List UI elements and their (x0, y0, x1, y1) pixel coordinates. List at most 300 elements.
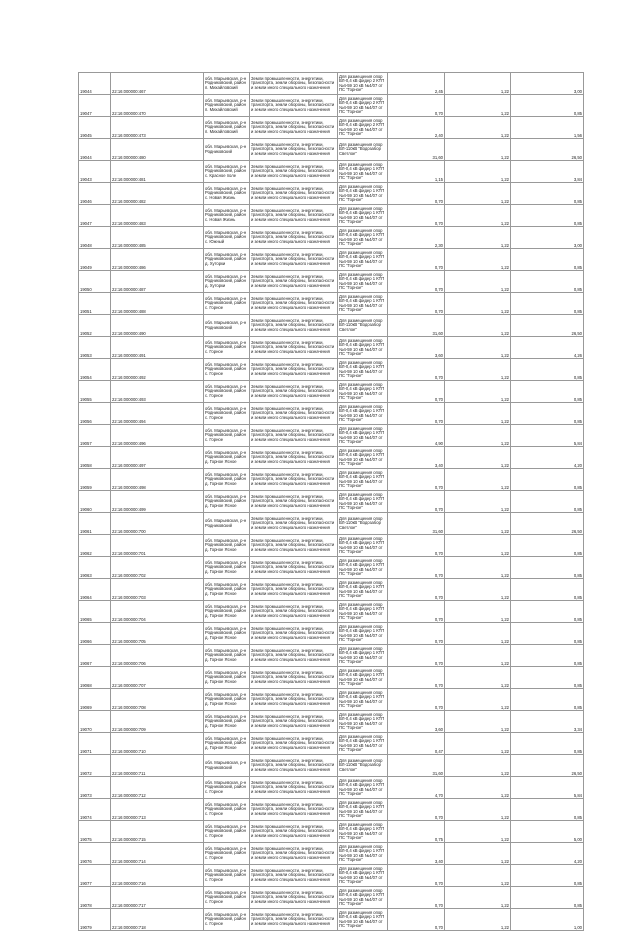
cadastral-number-cell: 22:16:000000:709 (111, 711, 204, 733)
area-cell: 2,45 (388, 73, 445, 95)
permitted-use-cell: Для размещения опор ВЛ-110кВ "Водозабор Светлое" (338, 315, 388, 337)
cadastral-number-cell: 22:16:000000:711 (111, 755, 204, 777)
row-id-cell: 19052 (79, 315, 111, 337)
row-id-cell: 19063 (79, 557, 111, 579)
row-id-cell: 19069 (79, 689, 111, 711)
cadastral-number-cell: 22:16:000000:716 (111, 865, 204, 887)
area-cell: 2,40 (388, 117, 445, 139)
address-cell: обл. Марьевская, р-н Родниковский, район д. Горное Ясное (204, 601, 250, 623)
address-cell: обл. Марьевская, р-н Родниковский, район с. Горное (204, 359, 250, 381)
table-row (79, 711, 584, 733)
area-cell: 0,70 (388, 799, 445, 821)
area-cell: 3,40 (388, 843, 445, 865)
cadastral-number-cell: 22:16:000000:493 (111, 381, 204, 403)
amount-cell: 26,50 (511, 315, 584, 337)
permitted-use-cell: Для размещения опор ВЛ-0,4 кВ фидер 1 КТП №4-59 10 кВ №4/07 от ПС "Горное" (338, 601, 388, 623)
amount-cell: 0,85 (511, 865, 584, 887)
amount-cell: 0,85 (511, 293, 584, 315)
address-cell: обл. Марьевская, р-н Родниковский, район с. Горное (204, 865, 250, 887)
address-cell: обл. Марьевская, р-н Родниковский, район с. Горное (204, 381, 250, 403)
table-row (79, 315, 584, 337)
rate-cell: 1,22 (445, 601, 511, 623)
amount-cell: 1,56 (511, 117, 584, 139)
area-cell: 3,60 (388, 337, 445, 359)
amount-cell: 26,50 (511, 513, 584, 535)
address-cell: обл. Марьевская, р-н Родниковский, район с. Горное (204, 293, 250, 315)
row-id-cell: 19045 (79, 117, 111, 139)
row-id-cell: 19074 (79, 799, 111, 821)
address-cell: обл. Марьевская, р-н Родниковский, район с. Южный (204, 227, 250, 249)
permitted-use-cell: Для размещения опор ВЛ-0,4 кВ фидер 1 КТП №4-59 10 кВ №4/07 от ПС "Горное" (338, 469, 388, 491)
area-cell: 0,70 (388, 469, 445, 491)
amount-cell: 4,20 (511, 447, 584, 469)
row-id-cell: 19046 (79, 183, 111, 205)
land-category-cell: Земли промышленности, энергетики, транспорта, земли обороны, безопасности и земли иного специального назначения (250, 469, 338, 491)
amount-cell: 5,00 (511, 821, 584, 843)
row-id-cell: 19072 (79, 755, 111, 777)
table-row (79, 381, 584, 403)
rate-cell: 1,22 (445, 315, 511, 337)
rate-cell: 1,22 (445, 337, 511, 359)
address-cell: обл. Марьевская, р-н Родниковский (204, 139, 250, 161)
land-plots-table (78, 72, 584, 931)
row-id-cell: 19068 (79, 667, 111, 689)
area-cell: 0,70 (388, 205, 445, 227)
address-cell: обл. Марьевская, р-н Родниковский, район д. Хуторки (204, 249, 250, 271)
land-category-cell: Земли промышленности, энергетики, транспорта, земли обороны, безопасности и земли иного специального назначения (250, 645, 338, 667)
land-category-cell: Земли промышленности, энергетики, транспорта, земли обороны, безопасности и земли иного специального назначения (250, 601, 338, 623)
table-row (79, 117, 584, 139)
address-cell: обл. Марьевская, р-н Родниковский, район п. Михайловский (204, 73, 250, 95)
table-row (79, 95, 584, 117)
cadastral-number-cell: 22:16:000000:703 (111, 579, 204, 601)
cadastral-number-cell: 22:16:000000:487 (111, 271, 204, 293)
rate-cell: 1,22 (445, 513, 511, 535)
row-id-cell: 19048 (79, 227, 111, 249)
row-id-cell: 19067 (79, 645, 111, 667)
amount-cell: 5,84 (511, 425, 584, 447)
area-cell: 31,60 (388, 513, 445, 535)
permitted-use-cell: Для размещения опор ВЛ-0,4 кВ фидер 1 КТП №4-59 10 кВ №4/07 от ПС "Горное" (338, 249, 388, 271)
table-row (79, 865, 584, 887)
amount-cell: 4,26 (511, 337, 584, 359)
land-category-cell: Земли промышленности, энергетики, транспорта, земли обороны, безопасности и земли иного специального назначения (250, 117, 338, 139)
row-id-cell: 19065 (79, 601, 111, 623)
land-category-cell: Земли промышленности, энергетики, транспорта, земли обороны, безопасности и земли иного специального назначения (250, 271, 338, 293)
cadastral-number-cell: 22:16:000000:470 (111, 95, 204, 117)
land-category-cell: Земли промышленности, энергетики, транспорта, земли обороны, безопасности и земли иного специального назначения (250, 249, 338, 271)
table-row (79, 909, 584, 931)
rate-cell: 1,22 (445, 579, 511, 601)
land-category-cell: Земли промышленности, энергетики, транспорта, земли обороны, безопасности и земли иного специального назначения (250, 337, 338, 359)
permitted-use-cell: Для размещения опор ВЛ-0,4 кВ фидер 1 КТП №4-59 10 кВ №4/07 от ПС "Горное" (338, 689, 388, 711)
land-category-cell: Земли промышленности, энергетики, транспорта, земли обороны, безопасности и земли иного специального назначения (250, 95, 338, 117)
address-cell: обл. Марьевская, р-н Родниковский, район с. Горное (204, 887, 250, 909)
amount-cell: 0,85 (511, 667, 584, 689)
area-cell: 31,60 (388, 315, 445, 337)
rate-cell: 1,22 (445, 821, 511, 843)
amount-cell: 3,84 (511, 161, 584, 183)
table-row (79, 139, 584, 161)
amount-cell: 0,85 (511, 183, 584, 205)
land-category-cell: Земли промышленности, энергетики, транспорта, земли обороны, безопасности и земли иного специального назначения (250, 381, 338, 403)
row-id-cell: 19044 (79, 139, 111, 161)
table-row (79, 689, 584, 711)
amount-cell: 0,85 (511, 381, 584, 403)
land-category-cell: Земли промышленности, энергетики, транспорта, земли обороны, безопасности и земли иного специального назначения (250, 711, 338, 733)
address-cell: обл. Марьевская, р-н Родниковский, район д. Горное Ясное (204, 645, 250, 667)
row-id-cell: 19060 (79, 491, 111, 513)
table-row (79, 579, 584, 601)
land-category-cell: Земли промышленности, энергетики, транспорта, земли обороны, безопасности и земли иного специального назначения (250, 667, 338, 689)
land-category-cell: Земли промышленности, энергетики, транспорта, земли обороны, безопасности и земли иного специального назначения (250, 293, 338, 315)
cadastral-number-cell: 22:16:000000:708 (111, 689, 204, 711)
cadastral-number-cell: 22:16:000000:700 (111, 513, 204, 535)
table-row (79, 359, 584, 381)
area-cell: 0,47 (388, 733, 445, 755)
rate-cell: 1,22 (445, 491, 511, 513)
area-cell: 0,70 (388, 689, 445, 711)
permitted-use-cell: Для размещения опор ВЛ-0,4 кВ фидер 1 КТП №4-59 10 кВ №4/07 от ПС "Горное" (338, 205, 388, 227)
rate-cell: 1,22 (445, 469, 511, 491)
table-row (79, 491, 584, 513)
land-category-cell: Земли промышленности, энергетики, транспорта, земли обороны, безопасности и земли иного специального назначения (250, 205, 338, 227)
table-row (79, 777, 584, 799)
permitted-use-cell: Для размещения опор ВЛ-0,4 кВ фидер 1 КТП №4-59 10 кВ №4/07 от ПС "Горное" (338, 865, 388, 887)
land-category-cell: Земли промышленности, энергетики, транспорта, земли обороны, безопасности и земли иного специального назначения (250, 843, 338, 865)
land-category-cell: Земли промышленности, энергетики, транспорта, земли обороны, безопасности и земли иного специального назначения (250, 447, 338, 469)
area-cell: 31,60 (388, 139, 445, 161)
row-id-cell: 19077 (79, 865, 111, 887)
permitted-use-cell: Для размещения опор ВЛ-0,4 кВ фидер 1 КТП №4-59 10 кВ №4/07 от ПС "Горное" (338, 381, 388, 403)
area-cell: 0,70 (388, 865, 445, 887)
land-category-cell: Земли промышленности, энергетики, транспорта, земли обороны, безопасности и земли иного специального назначения (250, 227, 338, 249)
permitted-use-cell: Для размещения опор ВЛ-0,4 кВ фидер 1 КТП №4-59 10 кВ №4/07 от ПС "Горное" (338, 293, 388, 315)
rate-cell: 1,22 (445, 909, 511, 931)
table-row (79, 73, 584, 95)
cadastral-number-cell: 22:16:000000:492 (111, 359, 204, 381)
permitted-use-cell: Для размещения опор ВЛ-0,4 кВ фидер 1 КТП №4-59 10 кВ №4/07 от ПС "Горное" (338, 425, 388, 447)
area-cell: 31,60 (388, 755, 445, 777)
cadastral-number-cell: 22:16:000000:481 (111, 161, 204, 183)
area-cell: 0,70 (388, 667, 445, 689)
cadastral-number-cell: 22:16:000000:705 (111, 623, 204, 645)
amount-cell: 1,00 (511, 909, 584, 931)
area-cell: 0,70 (388, 601, 445, 623)
land-category-cell: Земли промышленности, энергетики, транспорта, земли обороны, безопасности и земли иного специального назначения (250, 403, 338, 425)
address-cell: обл. Марьевская, р-н Родниковский, район д. Горное Ясное (204, 579, 250, 601)
rate-cell: 1,22 (445, 73, 511, 95)
permitted-use-cell: Для размещения опор ВЛ-0,4 кВ фидер 2 КТП №4-59 10 кВ №4/07 от ПС "Горное" (338, 95, 388, 117)
table-row (79, 645, 584, 667)
area-cell: 0,70 (388, 909, 445, 931)
permitted-use-cell: Для размещения опор ВЛ-0,4 кВ фидер 1 КТП №4-59 10 кВ №4/07 от ПС "Горное" (338, 447, 388, 469)
amount-cell: 3,00 (511, 73, 584, 95)
area-cell: 0,70 (388, 293, 445, 315)
area-cell: 0,70 (388, 271, 445, 293)
cadastral-number-cell: 22:16:000000:485 (111, 227, 204, 249)
table-row (79, 161, 584, 183)
rate-cell: 1,22 (445, 645, 511, 667)
land-category-cell: Земли промышленности, энергетики, транспорта, земли обороны, безопасности и земли иного специального назначения (250, 865, 338, 887)
amount-cell: 0,85 (511, 645, 584, 667)
permitted-use-cell: Для размещения опор ВЛ-0,4 кВ фидер 1 КТП №4-59 10 кВ №4/07 от ПС "Горное" (338, 557, 388, 579)
address-cell: обл. Марьевская, р-н Родниковский, район с. Новая Жизнь (204, 205, 250, 227)
permitted-use-cell: Для размещения опор ВЛ-0,4 кВ фидер 1 КТП №4-59 10 кВ №4/07 от ПС "Горное" (338, 535, 388, 557)
land-category-cell: Земли промышленности, энергетики, транспорта, земли обороны, безопасности и земли иного специального назначения (250, 315, 338, 337)
rate-cell: 1,22 (445, 139, 511, 161)
land-category-cell: Земли промышленности, энергетики, транспорта, земли обороны, безопасности и земли иного специального назначения (250, 535, 338, 557)
row-id-cell: 19059 (79, 469, 111, 491)
address-cell: обл. Марьевская, р-н Родниковский, район с. Горное (204, 337, 250, 359)
table-row (79, 425, 584, 447)
rate-cell: 1,22 (445, 161, 511, 183)
amount-cell: 0,85 (511, 799, 584, 821)
row-id-cell: 19061 (79, 513, 111, 535)
row-id-cell: 19070 (79, 711, 111, 733)
address-cell: обл. Марьевская, р-н Родниковский, район с. Горное (204, 843, 250, 865)
address-cell: обл. Марьевская, р-н Родниковский, район д. Горное Ясное (204, 733, 250, 755)
row-id-cell: 19075 (79, 821, 111, 843)
table-row (79, 755, 584, 777)
permitted-use-cell: Для размещения опор ВЛ-0,4 кВ фидер 2 КТП №4-59 10 кВ №4/07 от ПС "Горное" (338, 117, 388, 139)
permitted-use-cell: Для размещения опор ВЛ-0,4 кВ фидер 1 КТП №4-59 10 кВ №4/07 от ПС "Горное" (338, 183, 388, 205)
rate-cell: 1,22 (445, 359, 511, 381)
cadastral-number-cell: 22:16:000000:494 (111, 403, 204, 425)
permitted-use-cell: Для размещения опор ВЛ-0,4 кВ фидер 1 КТП №4-59 10 кВ №4/07 от ПС "Горное" (338, 799, 388, 821)
land-category-cell: Земли промышленности, энергетики, транспорта, земли обороны, безопасности и земли иного специального назначения (250, 623, 338, 645)
address-cell: обл. Марьевская, р-н Родниковский, район д. Горное Ясное (204, 667, 250, 689)
row-id-cell: 19050 (79, 271, 111, 293)
table-row (79, 821, 584, 843)
row-id-cell: 19078 (79, 887, 111, 909)
amount-cell: 0,85 (511, 271, 584, 293)
permitted-use-cell: Для размещения опор ВЛ-0,4 кВ фидер 1 КТП №4-59 10 кВ №4/07 от ПС "Горное" (338, 909, 388, 931)
land-category-cell: Земли промышленности, энергетики, транспорта, земли обороны, безопасности и земли иного специального назначения (250, 183, 338, 205)
area-cell: 4,90 (388, 425, 445, 447)
cadastral-number-cell: 22:16:000000:715 (111, 821, 204, 843)
cadastral-number-cell: 22:16:000000:718 (111, 909, 204, 931)
row-id-cell: 19044 (79, 73, 111, 95)
row-id-cell: 19056 (79, 403, 111, 425)
row-id-cell: 19079 (79, 909, 111, 931)
address-cell: обл. Марьевская, р-н Родниковский, район с. Горное (204, 777, 250, 799)
address-cell: обл. Марьевская, р-н Родниковский, район д. Горное Ясное (204, 557, 250, 579)
cadastral-number-cell: 22:16:000000:482 (111, 183, 204, 205)
address-cell: обл. Марьевская, р-н Родниковский, район д. Горное Ясное (204, 535, 250, 557)
permitted-use-cell: Для размещения опор ВЛ-0,4 кВ фидер 1 КТП №4-59 10 кВ №4/07 от ПС "Горное" (338, 579, 388, 601)
area-cell: 3,40 (388, 447, 445, 469)
table-row (79, 513, 584, 535)
address-cell: обл. Марьевская, р-н Родниковский, район с. Красное поле (204, 161, 250, 183)
row-id-cell: 19047 (79, 95, 111, 117)
rate-cell: 1,22 (445, 865, 511, 887)
permitted-use-cell: Для размещения опор ВЛ-0,4 кВ фидер 1 КТП №4-59 10 кВ №4/07 от ПС "Горное" (338, 733, 388, 755)
row-id-cell: 19066 (79, 623, 111, 645)
amount-cell: 26,50 (511, 755, 584, 777)
rate-cell: 1,22 (445, 843, 511, 865)
permitted-use-cell: Для размещения опор ВЛ-0,4 кВ фидер 1 КТП №4-59 10 кВ №4/07 от ПС "Горное" (338, 887, 388, 909)
cadastral-number-cell: 22:16:000000:498 (111, 469, 204, 491)
land-category-cell: Земли промышленности, энергетики, транспорта, земли обороны, безопасности и земли иного специального назначения (250, 425, 338, 447)
rate-cell: 1,22 (445, 711, 511, 733)
rate-cell: 1,22 (445, 777, 511, 799)
address-cell: обл. Марьевская, р-н Родниковский, район д. Горное Ясное (204, 711, 250, 733)
permitted-use-cell: Для размещения опор ВЛ-0,4 кВ фидер 1 КТП №4-59 10 кВ №4/07 от ПС "Горное" (338, 843, 388, 865)
table-row (79, 337, 584, 359)
cadastral-number-cell: 22:16:000000:712 (111, 777, 204, 799)
address-cell: обл. Марьевская, р-н Родниковский, район с. Горное (204, 909, 250, 931)
permitted-use-cell: Для размещения опор ВЛ-0,4 кВ фидер 1 КТП №4-59 10 кВ №4/07 от ПС "Горное" (338, 403, 388, 425)
cadastral-number-cell: 22:16:000000:483 (111, 205, 204, 227)
address-cell: обл. Марьевская, р-н Родниковский, район с. Горное (204, 425, 250, 447)
table-row (79, 469, 584, 491)
table-row (79, 293, 584, 315)
table-row (79, 271, 584, 293)
rate-cell: 1,22 (445, 887, 511, 909)
area-cell: 0,70 (388, 623, 445, 645)
address-cell: обл. Марьевская, р-н Родниковский, район с. Горное (204, 799, 250, 821)
land-category-cell: Земли промышленности, энергетики, транспорта, земли обороны, безопасности и земли иного специального назначения (250, 821, 338, 843)
rate-cell: 1,22 (445, 799, 511, 821)
cadastral-number-cell: 22:16:000000:491 (111, 337, 204, 359)
address-cell: обл. Марьевская, р-н Родниковский, район п. Михайловский (204, 117, 250, 139)
row-id-cell: 19073 (79, 777, 111, 799)
rate-cell: 1,22 (445, 425, 511, 447)
amount-cell: 0,85 (511, 249, 584, 271)
land-category-cell: Земли промышленности, энергетики, транспорта, земли обороны, безопасности и земли иного специального назначения (250, 799, 338, 821)
rate-cell: 1,22 (445, 667, 511, 689)
land-category-cell: Земли промышленности, энергетики, транспорта, земли обороны, безопасности и земли иного специального назначения (250, 161, 338, 183)
address-cell: обл. Марьевская, р-н Родниковский, район д. Горное Ясное (204, 689, 250, 711)
row-id-cell: 19047 (79, 205, 111, 227)
row-id-cell: 19076 (79, 843, 111, 865)
rate-cell: 1,22 (445, 403, 511, 425)
permitted-use-cell: Для размещения опор ВЛ-0,4 кВ фидер 1 КТП №4-59 10 кВ №4/07 от ПС "Горное" (338, 623, 388, 645)
table-row (79, 799, 584, 821)
cadastral-number-cell: 22:16:000000:486 (111, 249, 204, 271)
table-body (79, 73, 584, 931)
row-id-cell: 19064 (79, 579, 111, 601)
cadastral-number-cell: 22:16:000000:710 (111, 733, 204, 755)
permitted-use-cell: Для размещения опор ВЛ-0,4 кВ фидер 1 КТП №4-59 10 кВ №4/07 от ПС "Горное" (338, 667, 388, 689)
land-category-cell: Земли промышленности, энергетики, транспорта, земли обороны, безопасности и земли иного специального назначения (250, 359, 338, 381)
table-row (79, 887, 584, 909)
cadastral-number-cell: 22:16:000000:707 (111, 667, 204, 689)
cadastral-number-cell: 22:16:000000:714 (111, 843, 204, 865)
amount-cell: 26,50 (511, 139, 584, 161)
cadastral-number-cell: 22:16:000000:497 (111, 447, 204, 469)
cadastral-number-cell: 22:16:000000:473 (111, 117, 204, 139)
amount-cell: 0,85 (511, 579, 584, 601)
area-cell: 1,15 (388, 161, 445, 183)
rate-cell: 1,22 (445, 381, 511, 403)
area-cell: 0,70 (388, 535, 445, 557)
area-cell: 0,70 (388, 183, 445, 205)
area-cell: 0,70 (388, 887, 445, 909)
land-category-cell: Земли промышленности, энергетики, транспорта, земли обороны, безопасности и земли иного специального назначения (250, 579, 338, 601)
address-cell: обл. Марьевская, р-н Родниковский, район с. Горное (204, 821, 250, 843)
row-id-cell: 19057 (79, 425, 111, 447)
area-cell: 4,70 (388, 777, 445, 799)
row-id-cell: 19071 (79, 733, 111, 755)
rate-cell: 1,22 (445, 733, 511, 755)
permitted-use-cell: Для размещения опор ВЛ-110кВ "Водозабор Светлое" (338, 755, 388, 777)
area-cell: 0,70 (388, 645, 445, 667)
amount-cell: 3,34 (511, 711, 584, 733)
amount-cell: 0,85 (511, 623, 584, 645)
row-id-cell: 19049 (79, 249, 111, 271)
table-row (79, 667, 584, 689)
address-cell: обл. Марьевская, р-н Родниковский, район д. Горное Ясное (204, 623, 250, 645)
cadastral-number-cell: 22:16:000000:701 (111, 535, 204, 557)
land-category-cell: Земли промышленности, энергетики, транспорта, земли обороны, безопасности и земли иного специального назначения (250, 777, 338, 799)
amount-cell: 3,00 (511, 227, 584, 249)
land-category-cell: Земли промышленности, энергетики, транспорта, земли обороны, безопасности и земли иного специального назначения (250, 491, 338, 513)
cadastral-number-cell: 22:16:000000:706 (111, 645, 204, 667)
address-cell: обл. Марьевская, р-н Родниковский (204, 315, 250, 337)
cadastral-number-cell: 22:16:000000:717 (111, 887, 204, 909)
cadastral-number-cell: 22:16:000000:713 (111, 799, 204, 821)
area-cell: 0,70 (388, 95, 445, 117)
land-category-cell: Земли промышленности, энергетики, транспорта, земли обороны, безопасности и земли иного специального назначения (250, 689, 338, 711)
rate-cell: 1,22 (445, 293, 511, 315)
document-sheet (78, 72, 583, 930)
cadastral-number-cell: 22:16:000000:480 (111, 139, 204, 161)
address-cell: обл. Марьевская, р-н Родниковский, район д. Горное Ясное (204, 469, 250, 491)
amount-cell: 0,85 (511, 95, 584, 117)
address-cell: обл. Марьевская, р-н Родниковский, район с. Новая Жизнь (204, 183, 250, 205)
rate-cell: 1,22 (445, 227, 511, 249)
amount-cell: 0,85 (511, 689, 584, 711)
permitted-use-cell: Для размещения опор ВЛ-0,4 кВ фидер 1 КТП №4-59 10 кВ №4/07 от ПС "Горное" (338, 777, 388, 799)
permitted-use-cell: Для размещения опор ВЛ-0,4 кВ фидер 1 КТП №4-59 10 кВ №4/07 от ПС "Горное" (338, 491, 388, 513)
table-row (79, 249, 584, 271)
rate-cell: 1,22 (445, 535, 511, 557)
table-row (79, 403, 584, 425)
permitted-use-cell: Для размещения опор ВЛ-0,4 кВ фидер 1 КТП №4-59 10 кВ №4/07 от ПС "Горное" (338, 271, 388, 293)
permitted-use-cell: Для размещения опор ВЛ-0,4 кВ фидер 2 КТП №4-59 10 кВ №4/07 от ПС "Горное" (338, 73, 388, 95)
rate-cell: 1,22 (445, 557, 511, 579)
row-id-cell: 19053 (79, 337, 111, 359)
row-id-cell: 19051 (79, 293, 111, 315)
land-category-cell: Земли промышленности, энергетики, транспорта, земли обороны, безопасности и земли иного специального назначения (250, 909, 338, 931)
area-cell: 0,70 (388, 403, 445, 425)
cadastral-number-cell: 22:16:000000:490 (111, 315, 204, 337)
land-category-cell: Земли промышленности, энергетики, транспорта, земли обороны, безопасности и земли иного специального назначения (250, 557, 338, 579)
table-row (79, 557, 584, 579)
area-cell: 3,60 (388, 711, 445, 733)
area-cell: 0,70 (388, 359, 445, 381)
permitted-use-cell: Для размещения опор ВЛ-0,4 кВ фидер 1 КТП №4-59 10 кВ №4/07 от ПС "Горное" (338, 227, 388, 249)
rate-cell: 1,22 (445, 755, 511, 777)
area-cell: 2,30 (388, 227, 445, 249)
rate-cell: 1,22 (445, 689, 511, 711)
area-cell: 0,70 (388, 579, 445, 601)
rate-cell: 1,22 (445, 205, 511, 227)
table-row (79, 623, 584, 645)
land-category-cell: Земли промышленности, энергетики, транспорта, земли обороны, безопасности и земли иного специального назначения (250, 513, 338, 535)
row-id-cell: 19054 (79, 359, 111, 381)
area-cell: 0,75 (388, 821, 445, 843)
address-cell: обл. Марьевская, р-н Родниковский, район д. Горное Ясное (204, 447, 250, 469)
amount-cell: 0,85 (511, 887, 584, 909)
permitted-use-cell: Для размещения опор ВЛ-0,4 кВ фидер 1 КТП №4-59 10 кВ №4/07 от ПС "Горное" (338, 711, 388, 733)
rate-cell: 1,22 (445, 271, 511, 293)
rate-cell: 1,22 (445, 183, 511, 205)
permitted-use-cell: Для размещения опор ВЛ-0,4 кВ фидер 1 КТП №4-59 10 кВ №4/07 от ПС "Горное" (338, 359, 388, 381)
rate-cell: 1,22 (445, 249, 511, 271)
